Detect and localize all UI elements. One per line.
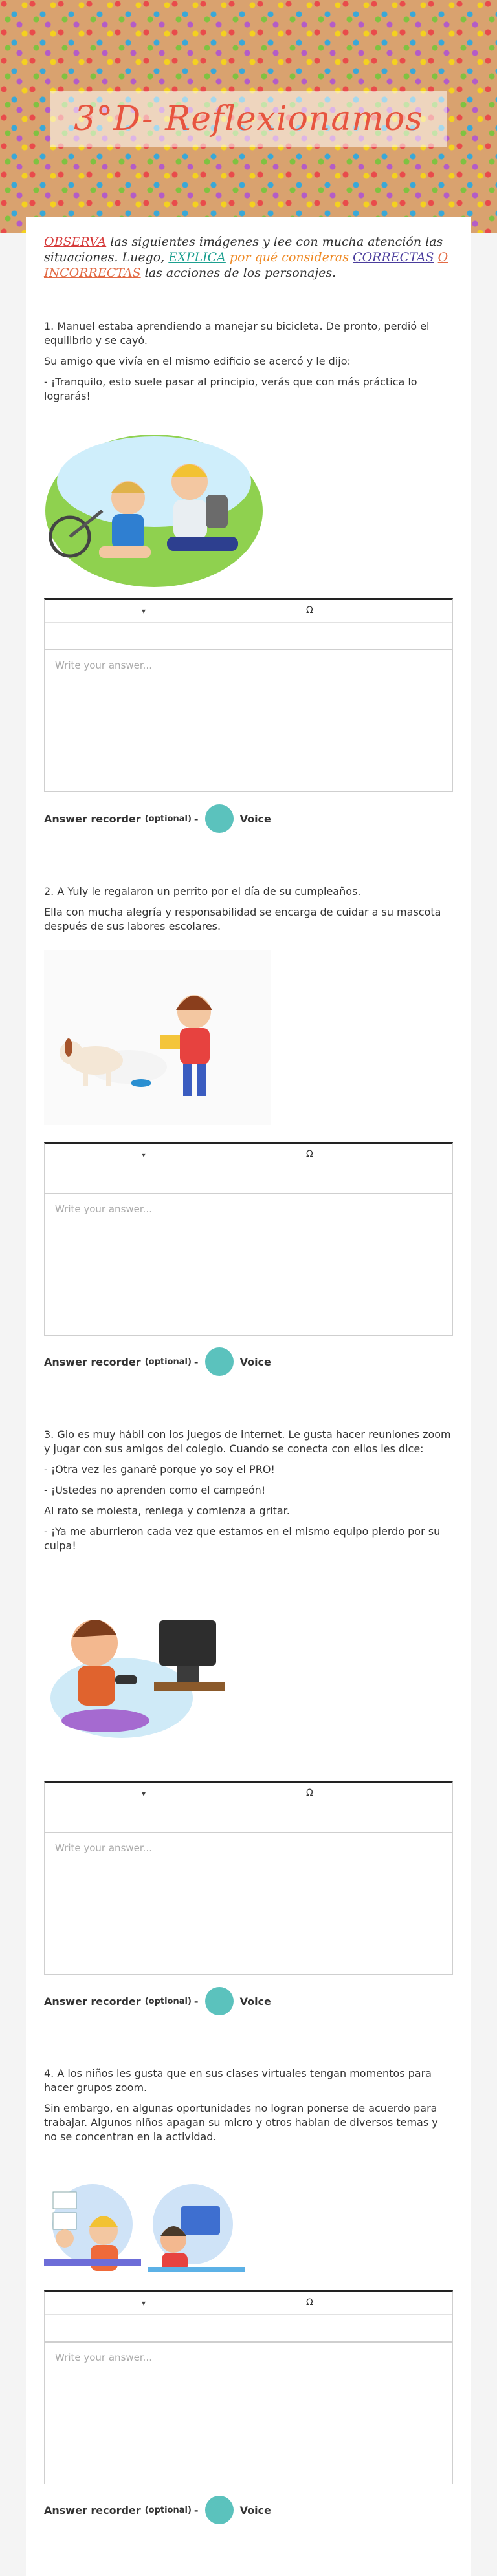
answer-textarea[interactable] (44, 650, 453, 792)
special-characters-icon[interactable]: Ω (306, 605, 313, 616)
answer-placeholder: Write your answer... (55, 1842, 152, 1854)
instruction-explica: EXPLICA (168, 250, 226, 264)
question-4 (44, 2066, 453, 2151)
page-title: 3°D- Reflexionamos (74, 100, 423, 138)
recorder-dash: - (193, 1995, 199, 2008)
special-characters-icon[interactable]: Ω (306, 1788, 313, 1798)
question-text: Sin embargo, en algunas oportunidades no logran ponerse de acuerdo para trabajar. Algunos niños apagan su micro y otros hablan de diversos temas y no se concentran en la actividad. (44, 2102, 438, 2143)
editor-toolbar[interactable] (44, 1142, 453, 1194)
voice-label: Voice (239, 2504, 271, 2517)
instructions (44, 234, 453, 281)
instruction-text: las acciones de los personajes. (140, 266, 337, 280)
recorder-label: Answer recorder (44, 2504, 141, 2517)
question-text: Al rato se molesta, reniega y comienza a gritar. (44, 1505, 290, 1517)
special-characters-icon[interactable]: Ω (306, 2297, 313, 2308)
recorder-optional: (optional) (144, 813, 192, 824)
record-button[interactable] (205, 2496, 234, 2524)
answer-recorder (44, 1349, 303, 1375)
recorder-label: Answer recorder (44, 812, 141, 825)
recorder-optional: (optional) (144, 1357, 192, 1367)
record-button[interactable] (205, 1987, 234, 2015)
recorder-label: Answer recorder (44, 1995, 141, 2008)
question-text: - ¡Otra vez les ganaré porque yo soy el PRO! (44, 1463, 275, 1476)
question-3 (44, 1428, 453, 1560)
recorder-optional: (optional) (144, 2505, 192, 2515)
answer-placeholder: Write your answer... (55, 660, 152, 671)
record-button[interactable] (205, 804, 234, 833)
question-text: 1. Manuel estaba aprendiendo a manejar su bicicleta. De pronto, perdió el equilibrio y se cayó. (44, 320, 430, 347)
recorder-optional: (optional) (144, 1996, 192, 2006)
instruction-text: las siguientes imágenes y lee con mucha atención las situaciones. Luego, (44, 235, 443, 264)
question-text: - ¡Tranquilo, esto suele pasar al principio, verás que con más práctica lo lograrás! (44, 376, 417, 402)
editor-toolbar[interactable] (44, 1781, 453, 1832)
editor-toolbar[interactable] (44, 2290, 453, 2342)
question-text: Su amigo que vivía en el mismo edificio se acercó y le dijo: (44, 355, 351, 367)
instruction-observa: OBSERVA (44, 235, 107, 249)
question-text: - ¡Ustedes no aprenden como el campeón! (44, 1484, 266, 1496)
special-characters-icon[interactable]: Ω (306, 1149, 313, 1159)
virtual-class-illustration (44, 2180, 245, 2276)
answer-recorder (44, 2497, 303, 2523)
bicycle-illustration (44, 420, 264, 591)
toolbar-divider (45, 622, 452, 623)
voice-label: Voice (239, 1995, 271, 2008)
answer-recorder (44, 806, 303, 832)
record-button[interactable] (205, 1347, 234, 1376)
recorder-label: Answer recorder (44, 1355, 141, 1368)
question-2 (44, 885, 453, 940)
question-text: Ella con mucha alegría y responsabilidad se encarga de cuidar a su mascota después de sus labores escolares. (44, 906, 441, 932)
editor-toolbar[interactable] (44, 598, 453, 650)
worksheet-card (26, 217, 471, 2576)
answer-textarea[interactable] (44, 2342, 453, 2484)
gamer-illustration (44, 1588, 232, 1756)
question-text: 2. A Yuly le regalaron un perrito por el día de su cumpleaños. (44, 885, 361, 897)
chevron-down-icon[interactable]: ▾ (142, 1789, 146, 1798)
title-banner (50, 91, 447, 147)
recorder-dash: - (193, 2504, 199, 2517)
voice-label: Voice (239, 812, 271, 825)
answer-recorder (44, 1988, 303, 2014)
girl-dog-illustration (44, 950, 271, 1125)
answer-textarea[interactable] (44, 1194, 453, 1336)
question-text: 4. A los niños les gusta que en sus clases virtuales tengan momentos para hacer grupos zoom. (44, 2067, 432, 2094)
recorder-dash: - (193, 812, 199, 825)
question-text: - ¡Ya me aburrieron cada vez que estamos en el mismo equipo pierdo por su culpa! (44, 1525, 441, 1552)
question-1 (44, 319, 453, 410)
answer-textarea[interactable] (44, 1832, 453, 1975)
chevron-down-icon[interactable]: ▾ (142, 606, 146, 616)
question-text: 3. Gio es muy hábil con los juegos de internet. Le gusta hacer reuniones zoom y jugar con sus amigos del colegio. Cuando se conecta con ellos les dice: (44, 1428, 451, 1455)
answer-placeholder: Write your answer... (55, 2352, 152, 2363)
chevron-down-icon[interactable]: ▾ (142, 2299, 146, 2308)
answer-placeholder: Write your answer... (55, 1203, 152, 1215)
chevron-down-icon[interactable]: ▾ (142, 1150, 146, 1159)
toolbar-divider (45, 2314, 452, 2315)
instruction-incorrectas: O INCORRECTAS (44, 250, 448, 280)
voice-label: Voice (239, 1355, 271, 1368)
instruction-correctas: CORRECTAS (353, 250, 434, 264)
instruction-por-que: por qué consideras (229, 250, 349, 264)
recorder-dash: - (193, 1355, 199, 1368)
